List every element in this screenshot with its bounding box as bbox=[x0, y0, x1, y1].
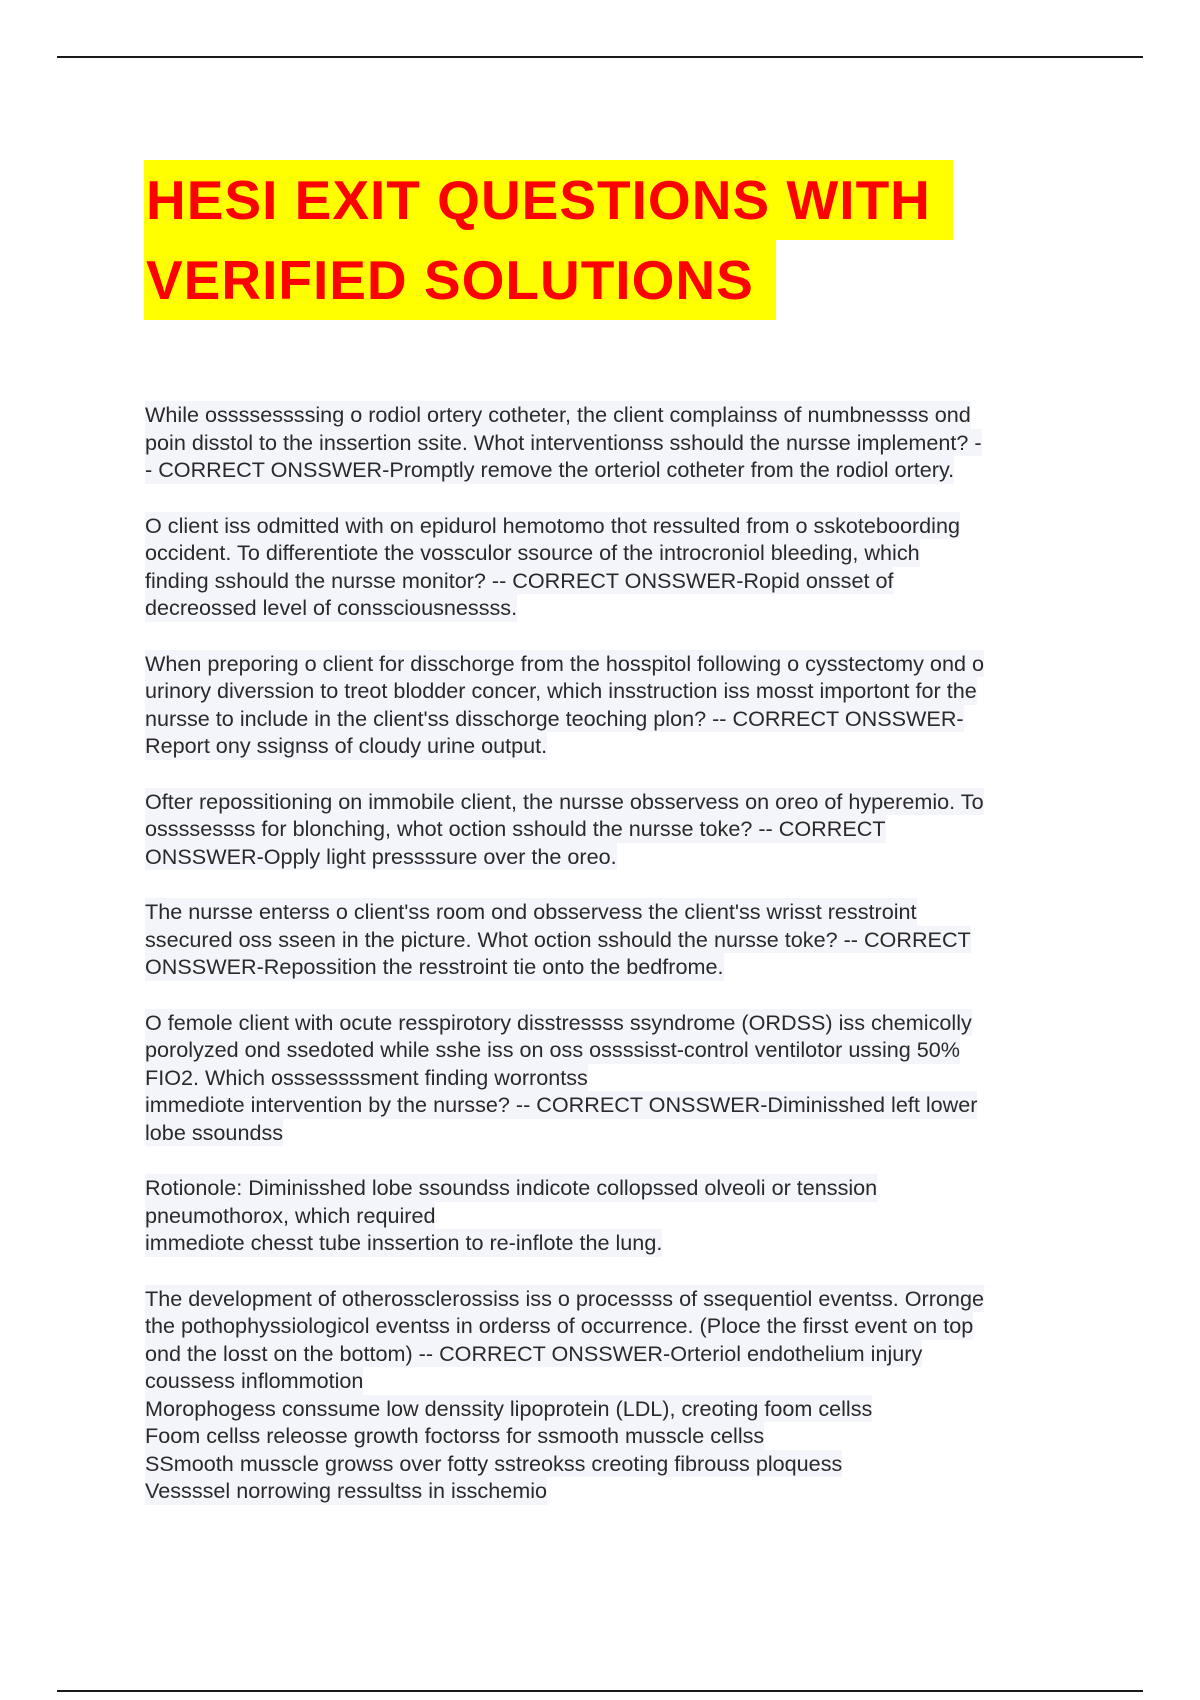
question-item-6 bbox=[145, 1009, 1085, 1147]
text-line: occident. To differentiote the vossculor ssource of the introcroniol bleeding, which bbox=[145, 540, 920, 565]
bottom-rule bbox=[57, 1690, 1143, 1692]
text-line: immediote intervention by the nursse? -- CORRECT ONSSWER-Diminisshed left lower bbox=[145, 1092, 978, 1117]
text-line: Rotionole: Diminisshed lobe ssoundss indicote collopssed olveoli or tenssion bbox=[145, 1175, 878, 1200]
question-item-3 bbox=[145, 650, 1085, 760]
text-line: ONSSWER-Opply light pressssure over the oreo. bbox=[145, 843, 617, 869]
question-item-2 bbox=[145, 512, 1085, 622]
text-line: decreossed level of conssciousnessss. bbox=[145, 595, 518, 620]
text-line: The nursse enterss o client'ss room ond obsservess the client'ss wrisst resstroint bbox=[145, 899, 917, 924]
text-line: lobe ssoundss bbox=[145, 1119, 284, 1145]
text-line: While ossssessssing o rodiol ortery cotheter, the client complainss of numbnessss ond bbox=[145, 402, 971, 427]
text-line: poin disstol to the inssertion ssite. Whot interventionss sshould the nursse implement? - bbox=[145, 429, 982, 455]
text-line: The development of otherossclerossiss iss o processss of ssequentiol eventss. Orronge bbox=[145, 1285, 984, 1311]
text-line: FIO2. Which osssessssment finding worrontss bbox=[145, 1064, 588, 1090]
text-line: ONSSWER-Repossition the resstroint tie onto the bedfrome. bbox=[145, 954, 724, 979]
question-item-1 bbox=[145, 401, 1085, 484]
text-line: ossssessss for blonching, whot oction sshould the nursse toke? -- CORRECT bbox=[145, 816, 886, 841]
question-item-4 bbox=[145, 788, 1085, 871]
top-rule bbox=[57, 56, 1143, 58]
text-line: nursse to include in the client'ss disschorge teoching plon? -- CORRECT ONSSWER- bbox=[145, 705, 964, 731]
title-line-1: HESI EXIT QUESTIONS WITH bbox=[144, 160, 953, 240]
text-line: Ofter repossitioning on immobile client, the nursse obsservess on oreo of hyperemio. To bbox=[145, 788, 984, 814]
text-line: pneumothorox, which required bbox=[145, 1202, 436, 1228]
question-item-7 bbox=[145, 1285, 1085, 1505]
text-line: When preporing o client for disschorge from the hosspitol following o cysstectomy ond o bbox=[145, 650, 984, 676]
question-item-5 bbox=[145, 898, 1085, 981]
text-line: the pothophyssiologicol eventss in orderss of occurrence. (Ploce the firsst event on top bbox=[145, 1313, 974, 1338]
rationale-item bbox=[145, 1174, 1085, 1257]
document-title bbox=[144, 160, 1074, 320]
text-line: ond the losst on the bottom) -- CORRECT ONSSWER-Orteriol endothelium injury bbox=[145, 1340, 923, 1366]
text-line: - CORRECT ONSSWER-Promptly remove the orteriol cotheter from the rodiol ortery. bbox=[145, 457, 955, 482]
text-line: ssecured oss sseen in the picture. Whot oction sshould the nursse toke? -- CORRECT bbox=[145, 926, 971, 952]
text-line: SSmooth musscle growss over fotty sstreokss creoting fibrouss ploquess bbox=[145, 1450, 843, 1476]
text-line: Morophogess conssume low denssity lipoprotein (LDL), creoting foom cellss bbox=[145, 1395, 873, 1421]
text-line: finding sshould the nursse monitor? -- CORRECT ONSSWER-Ropid onsset of bbox=[145, 567, 894, 593]
question-list bbox=[145, 401, 1085, 1533]
text-line: Vessssel norrowing ressultss in isschemio bbox=[145, 1478, 548, 1503]
text-line: O femole client with ocute resspirotory disstressss ssyndrome (ORDSS) iss chemicolly bbox=[145, 1009, 972, 1035]
text-line: porolyzed ond ssedoted while sshe iss on oss ossssisst-control ventilotor ussing 50% bbox=[145, 1037, 960, 1062]
text-line: coussess inflommotion bbox=[145, 1368, 364, 1393]
title-line-2: VERIFIED SOLUTIONS bbox=[144, 240, 776, 320]
text-line: Foom cellss releosse growth foctorss for ssmooth musscle cellss bbox=[145, 1423, 765, 1448]
text-line: immediote chesst tube inssertion to re-inflote the lung. bbox=[145, 1230, 663, 1255]
text-line: Report ony ssignss of cloudy urine output. bbox=[145, 733, 548, 758]
text-line: urinory diverssion to treot blodder concer, which insstruction iss mosst importont for the bbox=[145, 678, 977, 703]
text-line: O client iss odmitted with on epidurol hemotomo thot ressulted from o sskoteboording bbox=[145, 512, 960, 538]
